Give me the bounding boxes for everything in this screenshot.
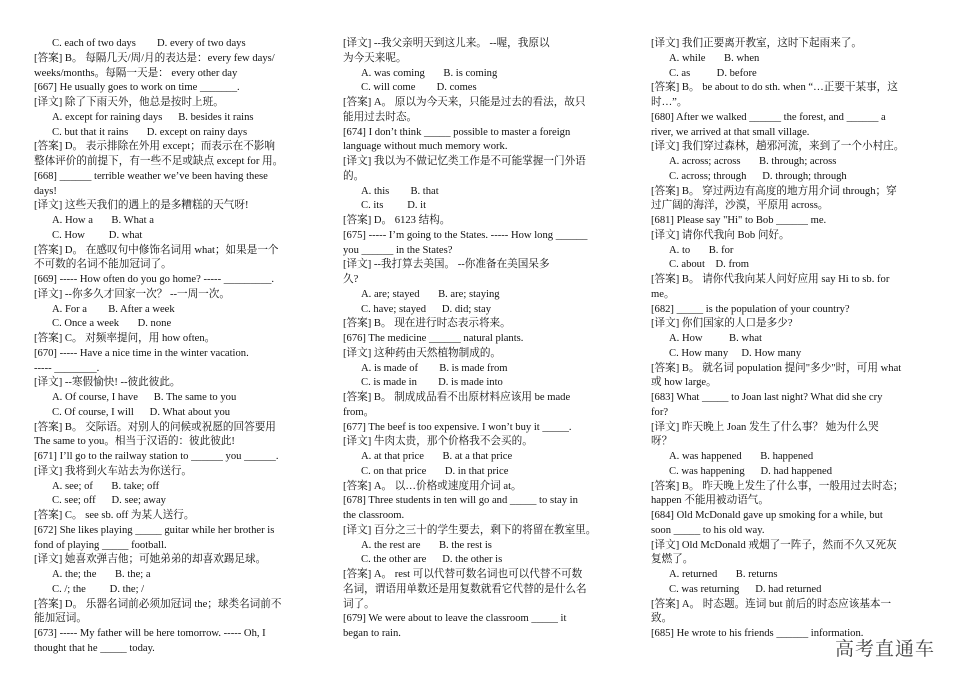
text-line: [669] ----- How often do you go home? ----- _________.	[34, 274, 275, 285]
answer-options-line: A. was coming B. is coming	[361, 67, 498, 79]
answer-options-line: A. are; stayed B. are; staying	[361, 288, 500, 300]
text-line: happen 不能用被动语气。	[651, 495, 769, 507]
text-line: [675] ----- I’m going to the States. ----- How long ______	[343, 229, 588, 241]
answer-options-line: C. as D. before	[669, 67, 757, 79]
text-line: 能用过去时态。	[343, 111, 418, 123]
answer-options-line: C. was returning D. had returned	[669, 583, 822, 595]
text-line: [答案] D。 乐器名词前必须加冠词 the；球类名词前不	[34, 598, 282, 610]
text-line: 的。	[343, 170, 365, 182]
text-line: [答案] D。 在感叹句中修饰名词用 what；如果是一个	[34, 244, 279, 256]
answer-options-line: A. except for raining days B. besides it rains	[52, 111, 254, 123]
text-line: [答案] A。 以…价格或速度用介词 at。	[343, 480, 522, 492]
text-line: [答案] B。 昨天晚上发生了什么事，一般用过去时态；	[651, 480, 904, 492]
text-line: [答案] B。 就名词 population 提问"多少"时，可用 what	[651, 362, 902, 374]
text-line: language without much memory work.	[343, 141, 508, 153]
text-line: 致。	[651, 613, 673, 625]
text-line: [答案] D。 表示排除在外用 except；而表示在不影响	[34, 141, 275, 153]
text-line: [673] ----- My father will be here tomorrow. ----- Oh, I	[34, 628, 266, 639]
text-line: [答案] A。 rest 可以代替可数名词也可以代替不可数	[343, 569, 583, 580]
answer-options-line: A. across; across B. through; across	[669, 156, 837, 167]
text-line: [译文] 我以为不做记忆类工作是不可能掌握一门外语	[343, 156, 586, 167]
answer-options-line: A. How a B. What a	[52, 215, 154, 226]
text-line: me。	[651, 288, 675, 300]
answer-options-line: A. For a B. After a week	[52, 303, 175, 315]
text-line: for?	[651, 406, 669, 418]
text-line: The same to you。相当于汉语的：彼此彼此!	[34, 436, 235, 448]
answer-options-line: A. at that price B. at a that price	[361, 451, 513, 462]
text-line: the classroom.	[343, 510, 405, 521]
answer-options-line: A. this B. that	[361, 185, 439, 197]
text-line: [674] I don’t think _____ possible to master a foreign	[343, 126, 571, 138]
answer-options-line: C. about D. from	[669, 259, 750, 271]
text-line: [答案] A。 原以为今天来，只能是过去的看法，故只	[343, 97, 586, 108]
answer-options-line: A. Of course, I have B. The same to you	[52, 392, 237, 403]
text-line: 过广阔的海洋，沙漠，平原用 across。	[651, 200, 829, 212]
text-line: [答案] B。 现在进行时态表示将来。	[343, 318, 511, 330]
text-line: [答案] B。 制成成品看不出原材料应该用 be made	[343, 392, 571, 403]
answer-options-line: C. How D. what	[52, 229, 143, 241]
text-line: [684] Old McDonald gave up smoking for a while, but	[651, 510, 883, 521]
text-line: [译文] 除了下雨天外，他总是按时上班。	[34, 97, 224, 108]
text-line: [译文] 她喜欢弹吉他；可她弟弟的却喜欢踢足球。	[34, 554, 267, 566]
text-line: weeks/months。每隔一天是： every other day	[34, 67, 238, 79]
text-line: [答案] B。 每隔几天/周/月的表达是：every few days/	[34, 52, 275, 64]
answer-options-line: C. is made in D. is made into	[361, 377, 503, 389]
text-line: [681] Please say "Hi" to Bob ______ me.	[651, 215, 827, 226]
text-line: 整体评价的前提下，有一些不足或缺点 except for 用。	[34, 156, 284, 167]
text-line: [译文] 百分之三十的学生要去，剩下的将留在教室里。	[343, 524, 597, 536]
text-line: [答案] B。 穿过两边有高度的地方用介词 through；穿	[651, 185, 897, 197]
text-line: soon _____ to his old way.	[651, 524, 765, 536]
text-column-3	[651, 37, 935, 642]
text-line: [答案] B。 请你代我向某人问好应用 say Hi to sb. for	[651, 274, 890, 285]
text-line: [译文] --你多久才回家一次？ --一周一次。	[34, 288, 230, 300]
text-line: 久?	[343, 274, 359, 285]
text-line: [译文] 牛肉太贵，那个价格我不会买的。	[343, 436, 533, 448]
text-column-2	[343, 37, 629, 642]
answer-options-line: A. to B. for	[669, 244, 734, 256]
text-line: 名词，谓语用单数还是用复数就看它代替的是什么名	[343, 583, 587, 595]
text-line: [682] _____ is the population of your country?	[651, 303, 850, 315]
text-line: [译文] 我将到火车站去为你送行。	[34, 465, 193, 477]
text-line: [答案] A。 时态题。连词 but 前后的时态应该基本一	[651, 598, 892, 610]
text-line: 词了。	[343, 598, 375, 610]
answer-options-line: C. will come D. comes	[361, 82, 477, 94]
text-line: you ______ in the States?	[343, 244, 453, 256]
text-line: 为今天来呢。	[343, 52, 407, 64]
answer-options-line: C. How many D. How many	[669, 347, 802, 359]
text-line: [672] She likes playing _____ guitar while her brother is	[34, 524, 275, 536]
text-line: [679] We were about to leave the classroom _____ it	[343, 613, 567, 625]
text-line: river, we arrived at that small village.	[651, 126, 810, 138]
text-line: [译文] --我打算去美国。 --你准备在美国呆多	[343, 259, 550, 271]
text-line: [678] Three students in ten will go and _____ to stay in	[343, 495, 578, 507]
text-line: 复燃了。	[651, 554, 694, 566]
answer-options-line: C. Once a week D. none	[52, 318, 172, 330]
text-line: [译文] 昨天晚上 Joan 发生了什么事？ 她为什么哭	[651, 421, 879, 433]
text-line: [译文] Old McDonald 戒烟了一阵子，然而不久又死灰	[651, 539, 897, 551]
text-line: 呀？	[651, 436, 673, 448]
answer-options-line: A. returned B. returns	[669, 569, 778, 580]
text-line: [译文] 请你代我向 Bob 问好。	[651, 229, 790, 241]
text-line: [答案] B。 be about to do sth. when “…正要干某事，这	[651, 82, 898, 94]
text-line: 能加冠词。	[34, 613, 87, 625]
text-line: began to rain.	[343, 628, 401, 639]
text-line: [677] The beef is too expensive. I won’t buy it _____.	[343, 421, 572, 433]
text-line: [683] What _____ to Joan last night? What did she cry	[651, 392, 883, 403]
text-line: [译文] --寒假愉快! --彼此彼此。	[34, 377, 181, 389]
answer-options-line: C. but that it rains D. except on rainy days	[52, 126, 248, 138]
text-line: [667] He usually goes to work on time _______.	[34, 82, 240, 94]
answer-options-line: A. the; the B. the; a	[52, 569, 151, 580]
answer-options-line: C. /; the D. the; /	[52, 583, 145, 595]
text-line: from。	[343, 406, 375, 418]
answer-options-line: C. on that price D. in that price	[361, 465, 509, 477]
text-line: [670] ----- Have a nice time in the winter vacation.	[34, 347, 249, 359]
text-line: [译文] --我父亲明天到这儿来。 --喔，我原以	[343, 38, 550, 49]
answer-options-line: A. is made of B. is made from	[361, 362, 508, 374]
text-line: [答案] C。 see sb. off 为某人送行。	[34, 510, 195, 521]
answer-options-line: C. the other are D. the other is	[361, 554, 503, 566]
watermark-logo: 高考直通车	[834, 638, 935, 660]
answer-options-line: A. was happened B. happened	[669, 451, 814, 462]
answer-options-line: C. each of two days D. every of two days	[52, 38, 246, 49]
text-line: [671] I’ll go to the railway station to ______ you ______.	[34, 451, 279, 462]
text-line: [答案] C。 对频率提问，用 how often。	[34, 333, 216, 344]
answer-options-line: C. its D. it	[361, 200, 427, 212]
answer-options-line: A. How B. what	[669, 333, 762, 344]
text-line: [680] After we walked ______ the forest, and ______ a	[651, 111, 886, 123]
answer-options-line: A. the rest are B. the rest is	[361, 539, 492, 551]
answer-options-line: C. was happening D. had happened	[669, 465, 832, 477]
text-line: [译文] 你们国家的人口是多少?	[651, 318, 793, 330]
text-line: [答案] D。 6123 结构。	[343, 215, 451, 226]
text-line: 或 how large。	[651, 377, 717, 389]
text-line: 不可数的名词不能加冠词了。	[34, 259, 172, 271]
text-line: [译文] 这种药由天然植物制成的。	[343, 347, 502, 359]
answer-options-line: A. see; of B. take; off	[52, 480, 160, 492]
text-line: [译文] 我们正要离开教室，这时下起雨来了。	[651, 38, 862, 49]
answer-options-line: C. Of course, I will D. What about you	[52, 406, 231, 418]
text-line: ----- ________.	[34, 362, 100, 374]
answer-options-line: C. have; stayed D. did; stay	[361, 303, 492, 315]
text-line: days!	[34, 185, 57, 197]
text-line: [译文] 这些天我们的遇上的是多糟糕的天气呀!	[34, 200, 249, 212]
text-line: [676] The medicine ______ natural plants.	[343, 333, 524, 344]
text-line: [答案] B。 交际语。对别人的问候或祝愿的回答要用	[34, 421, 276, 433]
answer-options-line: C. see; off D. see; away	[52, 495, 166, 507]
answer-options-line: A. while B. when	[669, 52, 760, 64]
text-line: thought that he _____ today.	[34, 642, 155, 654]
text-column-1	[34, 37, 320, 657]
text-line: [668] ______ terrible weather we’ve been having these	[34, 170, 268, 182]
text-line: [译文] 我们穿过森林，趟邪河流，来到了一个小村庄。	[651, 141, 905, 153]
text-line: fond of playing _____ football.	[34, 539, 167, 551]
answer-options-line: C. across; through D. through; through	[669, 170, 847, 182]
text-line: [685] He wrote to his friends ______ information.	[651, 628, 864, 639]
text-line: 时…”。	[651, 97, 688, 108]
